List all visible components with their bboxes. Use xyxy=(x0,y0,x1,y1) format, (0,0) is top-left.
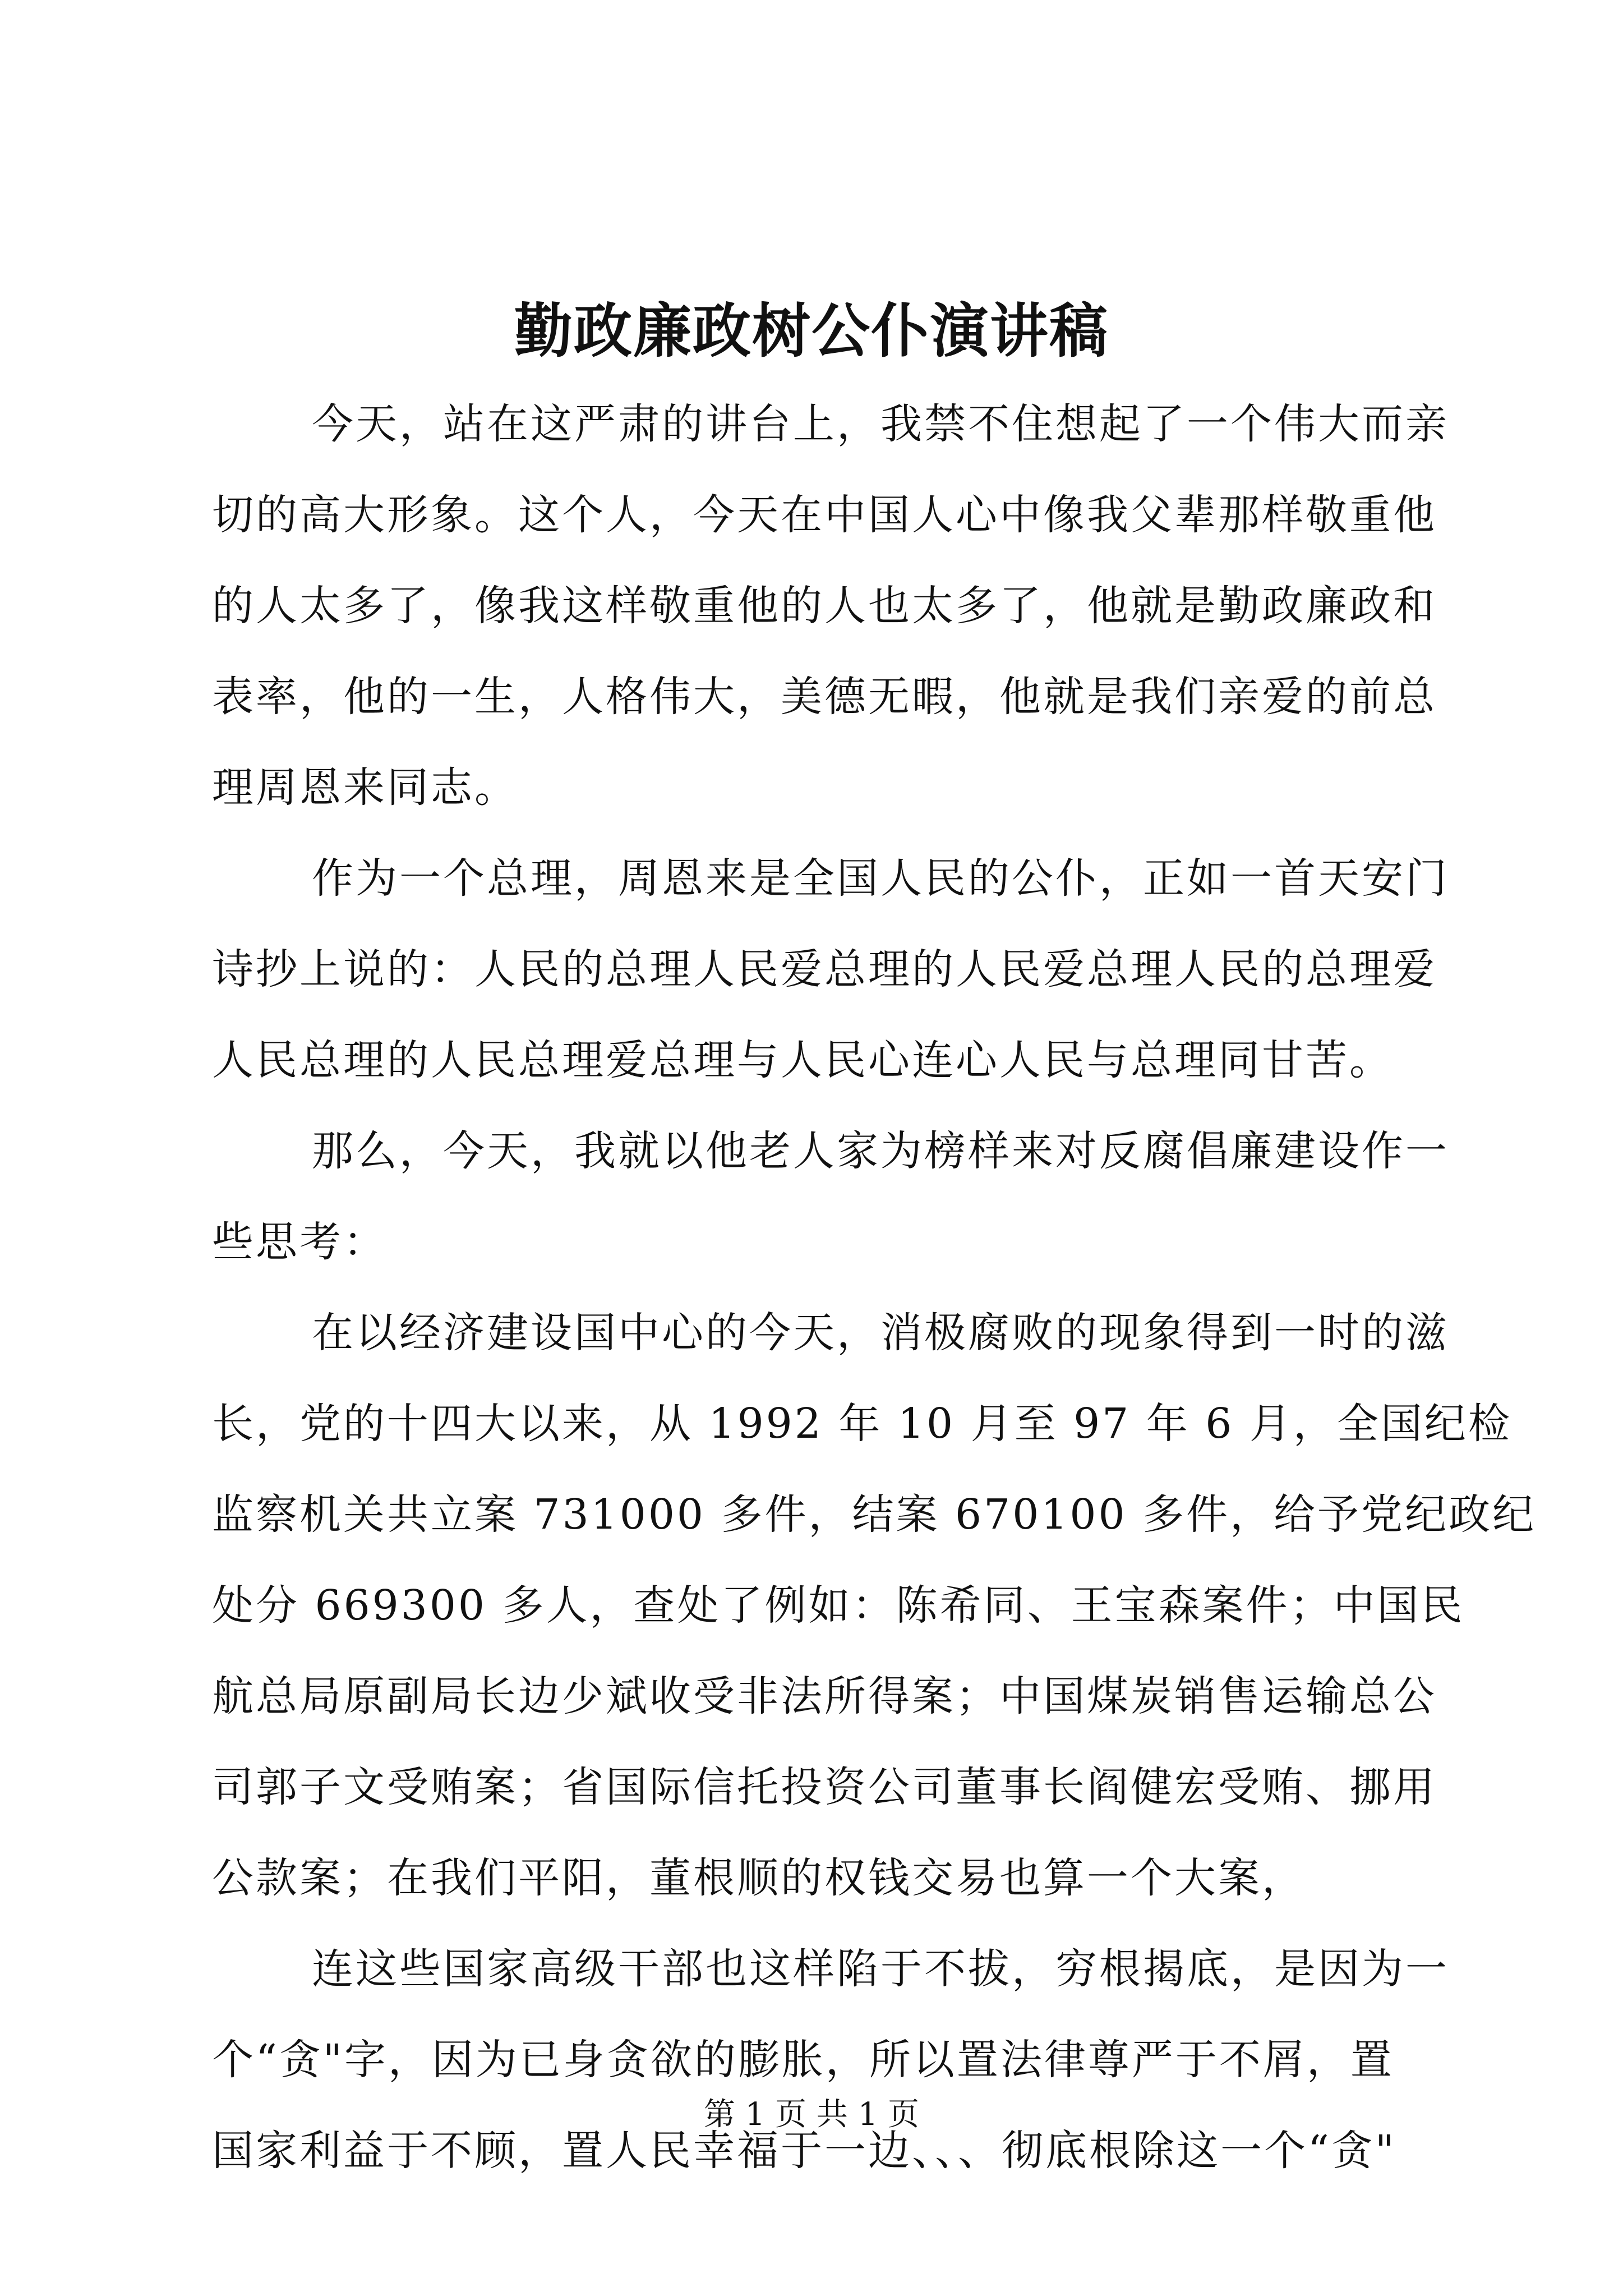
text-line: 的人太多了，像我这样敬重他的人也太多了，他就是勤政廉政和 xyxy=(212,582,1437,630)
text-line: 处分 669300 多人，查处了例如：陈希同、王宝森案件；中国民 xyxy=(212,1581,1465,1630)
document-title: 勤政廉政树公仆演讲稿 xyxy=(514,296,1109,365)
text-line: 作为一个总理，周恩来是全国人民的公仆，正如一首天安门 xyxy=(312,854,1449,903)
text-line: 诗抄上说的：人民的总理人民爱总理的人民爱总理人民的总理爱 xyxy=(212,945,1437,993)
page-footer: 第 1 页 共 1 页 xyxy=(703,2096,920,2133)
text-line: 切的高大形象。这个人，今天在中国人心中像我父辈那样敬重他 xyxy=(212,491,1437,539)
text-line: 航总局原副局长边少斌收受非法所得案；中国煤炭销售运输总公 xyxy=(212,1672,1437,1720)
text-line: 人民总理的人民总理爱总理与人民心连心人民与总理同甘苦。 xyxy=(212,1036,1393,1084)
text-line: 今天，站在这严肃的讲台上，我禁不住想起了一个伟大而亲 xyxy=(312,400,1449,448)
text-line: 国家利益于不顾，置人民幸福于一边、、、彻底根除这一个“贪" xyxy=(212,2127,1396,2175)
text-line: 监察机关共立案 731000 多件，结案 670100 多件，给予党纪政纪 xyxy=(212,1490,1537,1539)
text-line: 个“贪"字，因为已身贪欲的膨胀，所以置法律尊严于不屑，置 xyxy=(212,2036,1394,2084)
document-body xyxy=(212,379,1537,2196)
text-line: 公款案；在我们平阳，董根顺的权钱交易也算一个大案， xyxy=(212,1854,1306,1902)
text-line: 表率，他的一生，人格伟大，美德无暇，他就是我们亲爱的前总 xyxy=(212,673,1437,721)
text-line: 连这些国家高级干部也这样陷于不拔，穷根揭底，是因为一 xyxy=(312,1945,1449,1993)
text-line: 长，党的十四大以来，从 1992 年 10 月至 97 年 6 月，全国纪检 xyxy=(212,1400,1512,1448)
text-line: 在以经济建设国中心的今天，消极腐败的现象得到一时的滋 xyxy=(312,1309,1449,1357)
text-line: 些思考： xyxy=(212,1218,387,1266)
text-line: 理周恩来同志。 xyxy=(212,763,518,812)
text-line: 司郭子文受贿案；省国际信托投资公司董事长阎健宏受贿、挪用 xyxy=(212,1763,1437,1811)
text-line: 那么，今天，我就以他老人家为榜样来对反腐倡廉建设作一 xyxy=(312,1127,1449,1175)
